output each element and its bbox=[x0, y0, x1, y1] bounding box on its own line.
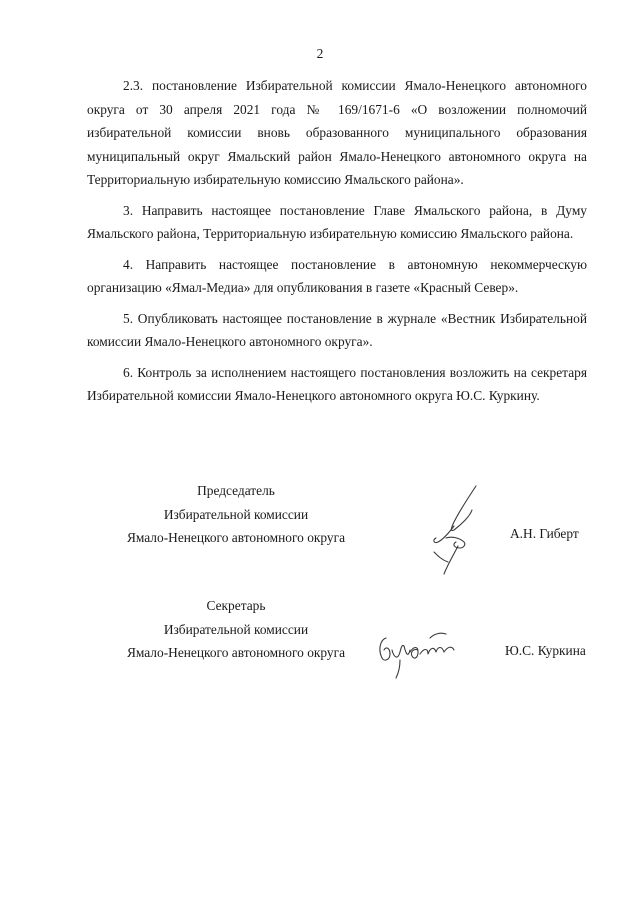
chairman-org: Избирательной комиссии bbox=[163, 506, 309, 522]
chairman-signature bbox=[424, 480, 494, 580]
chairman-region: Ямало-Ненецкого автономного округа bbox=[126, 530, 346, 545]
secretary-title bbox=[86, 594, 386, 665]
secretary-position: Секретарь bbox=[206, 598, 266, 613]
chairman-name: А.Н. Гиберт bbox=[510, 526, 579, 541]
chairman-position: Председатель bbox=[197, 483, 275, 498]
paragraph-6: 6. Контроль за исполнением настоящего постановления возложить на секретаря Избирательной комиссии Ямало-Ненецкого автономного округа Ю.С. Куркину. bbox=[87, 364, 587, 403]
page-number: 2 bbox=[316, 46, 324, 61]
paragraph-4: 4. Направить настоящее постановление в автономную некоммерческую организацию «Ямал-Медиа» для опубликования в газете «Красный Север». bbox=[87, 256, 587, 295]
chairman-title bbox=[86, 479, 386, 550]
secretary-signature bbox=[374, 624, 464, 680]
paragraph-2-3: 2.3. постановление Избирательной комиссии Ямало-Ненецкого автономного округа от 30 апреля 2021 года № 169/1671-6 «О возложении полномочий избирательной комиссии вновь образованного муниципального образования муниципальный округ Ямальский район Ямало-Ненецкого автономного округа на Территориальную избирательную комиссию Ямальского района». bbox=[87, 78, 587, 187]
secretary-region: Ямало-Ненецкого автономного округа bbox=[126, 645, 346, 660]
document-body bbox=[87, 74, 587, 415]
secretary-org: Избирательной комиссии bbox=[163, 621, 309, 637]
secretary-name: Ю.С. Куркина bbox=[505, 643, 586, 658]
paragraph-3: 3. Направить настоящее постановление Главе Ямальского района, в Думу Ямальского района, Территориальную избирательную комиссию Ямальского района. bbox=[87, 202, 587, 241]
paragraph-5: 5. Опубликовать настоящее постановление в журнале «Вестник Избирательной комиссии Ямало-Ненецкого автономного округа». bbox=[87, 310, 587, 349]
